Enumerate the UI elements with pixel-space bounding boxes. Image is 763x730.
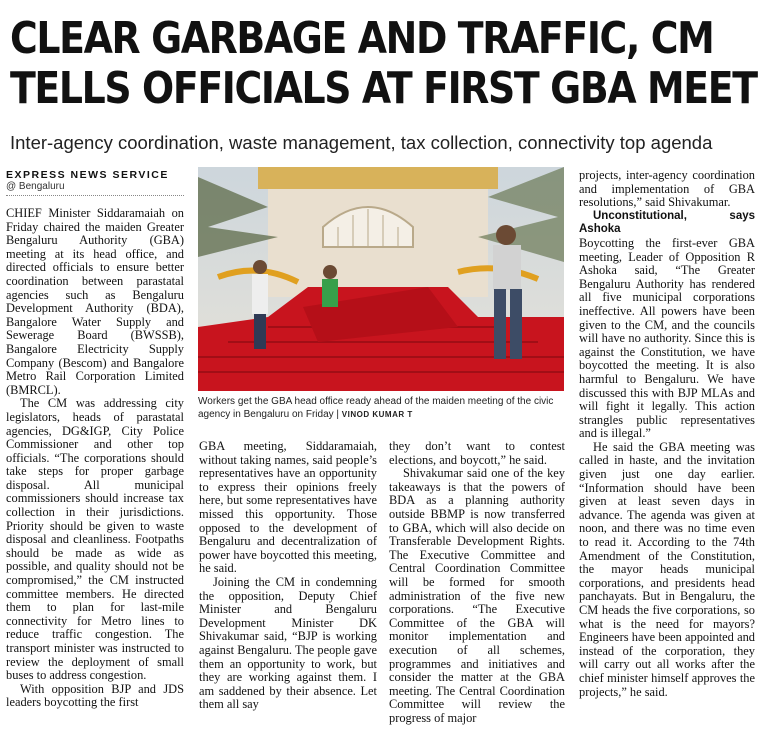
subheadline: Inter-agency coordination, waste management, tax collection, connectivity top agenda (10, 132, 713, 153)
headline-line-1: CLEAR GARBAGE AND TRAFFIC, CM (10, 13, 714, 64)
col4-paragraph-3: He said the GBA meeting was called in haste, and the invitation given just one day earlier. “Information should have been given at least seven days in advance. The agenda was given at noon, and there was no time even to read it. According to the 74th Amendment of the Constitution, the mayor heads municipal corporations, and presidents head panchayats. But in Bengaluru, the CM heads the five corporations, so what is the need for mayors? Engineers have been appointed and instead of the corporation, they will carry out all works after the chief minister himself approves the projects,” he said. (579, 439, 755, 699)
col1-paragraph-3: With opposition BJP and JDS leaders boycotting the first (6, 681, 184, 710)
photo-caption-text: Workers get the GBA head office ready ahead of the maiden meeting of the civic agency in Bengaluru on Friday | (198, 396, 554, 420)
photo-illustration (198, 167, 564, 391)
byline (6, 169, 184, 196)
byline-place: @ Bengaluru (6, 181, 184, 196)
col4-subheading: Unconstitutional, says Ashoka (579, 209, 755, 236)
col3-paragraph-1: they don’t want to contest elections, and boycott,” he said. (389, 439, 565, 467)
col1-paragraph-2: The CM was addressing city legislators, heads of parastatal agencies, DG&IGP, City Police Commissioner and other top officials. “The corporations should take steps for proper garbage disposal. All municipal commissioners should increase tax collection in their jurisdictions. Priority should be given to waste disposal and cleanliness. Footpaths should be made as wide as possible, and quality should not be compromised,” the CM instructed committee members. He directed them to plan for last-mile connectivity for Metro lines to reduce traffic congestion. The transport minister was instructed to review the deployment of small buses to address congestion. (6, 396, 184, 683)
headline-line-2: TELLS OFFICIALS AT FIRST GBA MEET (10, 63, 757, 114)
col2-paragraph-1: GBA meeting, Siddaramaiah, without taking names, said people’s representatives have an opportunity to express their opinions freely here, but some representatives have missed this opportunity. Those opposed to the development of Bengaluru and decentralization of power have boycotted this meeting, he said. (199, 439, 377, 576)
col1-paragraph-1: CHIEF Minister Siddaramaiah on Friday chaired the maiden Greater Bengaluru Authority (GBA) meeting at its head office, and directed officials to ensure better coordination between parastatal agencies such as Bengaluru Development Authority (BDA), Bangalore Water Supply and Sewerage Board (BWSSB), Bangalore Electricity Supply Company (Bescom) and Bangalore Metro Rail Corporation Limited (BMRCL). (6, 206, 184, 397)
article-column-2 (199, 440, 377, 712)
col2-paragraph-2: Joining the CM in condemning the opposition, Deputy Chief Minister and Bengaluru Development Minister DK Shivakumar said, “BJP is working against Bengaluru. The people gave them an opportunity to work, but they are working against them. I am saddened by their absence. Let them all say (199, 574, 377, 712)
photo-credit: VINOD KUMAR T (341, 409, 413, 419)
article-column-3 (389, 440, 565, 725)
col3-paragraph-2: Shivakumar said one of the key takeaways is that the powers of BDA as a planning authority outside BBMP is now transferred to GBA, which will also decide on Transferable Development Rights. The Executive Committee and Central Coordination Committee will be formed for smooth administration of the five new corporations. “The Executive Committee of the GBA will monitor implementation and execution of all schemes, programmes and initiatives and consider the matter at the GBA meeting. The Central Coordination Committee will review the progress of major (389, 466, 565, 725)
col4-paragraph-1: projects, inter-agency coordination and implementation of GBA resolutions,” said Shivakumar. (579, 168, 755, 210)
article-photo (198, 167, 564, 391)
article-column-4 (579, 169, 755, 699)
byline-service: EXPRESS NEWS SERVICE (6, 169, 169, 181)
headline (10, 13, 757, 114)
col4-paragraph-2: Boycotting the first-ever GBA meeting, Leader of Opposition R Ashoka said, “The Greater Bengaluru Authority has rendered all five municipal corporations ineffective. All powers have been given to the CM, and the councils will have no authority. Since this is against the Constitution, we have boycotted the meeting. It is also harmful to Bengaluru. We have discussed this with BJP MLAs and will fight it legally. This action strangles public representatives and is illegal.” (579, 235, 755, 441)
photo-caption (198, 396, 564, 421)
article-column-1 (6, 207, 184, 710)
